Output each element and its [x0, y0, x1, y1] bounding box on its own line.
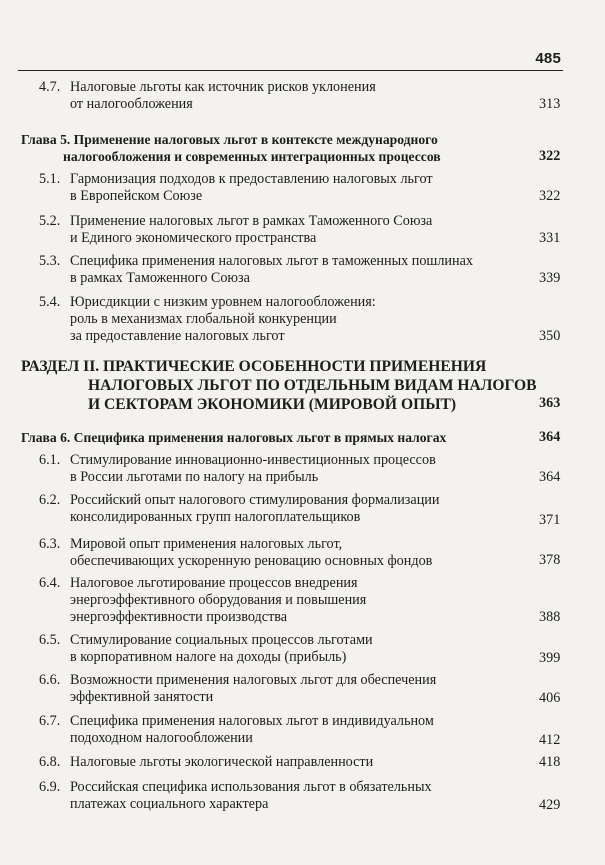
toc-entry-title — [70, 452, 436, 486]
toc-entry-title — [21, 429, 446, 446]
toc-entry-title — [70, 536, 432, 570]
toc-entry-number: 6.3. — [39, 536, 61, 552]
toc-entry-title-line: в рамках Таможенного Союза — [70, 270, 250, 286]
toc-entry-title-line: эффективной занятости — [70, 689, 214, 705]
toc-entry-title — [70, 253, 473, 287]
toc-entry-title-line: Гармонизация подходов к предоставлению налоговых льгот — [70, 171, 433, 187]
toc-entry-title-line: Стимулирование социальных процессов льготами — [70, 632, 373, 648]
toc-entry-number: 5.4. — [39, 294, 61, 310]
toc-entry-number: 5.1. — [39, 171, 61, 187]
toc-entry-title-line: РАЗДЕЛ II. ПРАКТИЧЕСКИЕ ОСОБЕННОСТИ ПРИМЕНЕНИЯ — [21, 358, 487, 375]
toc-entry-title — [21, 357, 537, 414]
toc-entry-title — [70, 492, 439, 526]
toc-entry-page: 388 — [539, 609, 561, 625]
toc-entry-title-line: в Европейском Союзе — [70, 188, 203, 204]
toc-entry-page: 406 — [539, 690, 561, 706]
toc-entry-title-line: энергоэффективного оборудования и повышения — [70, 592, 367, 608]
toc-entry-title-line: Применение налоговых льгот в рамках Таможенного Союза — [70, 213, 433, 229]
toc-entry-number: 5.3. — [39, 253, 61, 269]
toc-entry-title — [70, 713, 434, 747]
toc-entry-number: 6.4. — [39, 575, 61, 591]
toc-entry-title-line: обеспечивающих ускоренную реновацию основных фондов — [70, 553, 433, 569]
toc-entry-title — [21, 131, 441, 165]
toc-entry-number: 6.6. — [39, 672, 61, 688]
toc-entry-number: 6.9. — [39, 779, 61, 795]
toc-entry-title-line: Налоговое льготирование процессов внедрения — [70, 575, 358, 591]
toc-entry-page: 313 — [539, 96, 561, 112]
toc-entry-title-line: в России льготами по налогу на прибыль — [70, 469, 319, 485]
toc-entry-title-line: Российская специфика использования льгот в обязательных — [70, 779, 432, 795]
toc-entry-page: 363 — [539, 395, 561, 411]
toc-entry-title-line: и Единого экономического пространства — [70, 230, 317, 246]
toc-entry-title-line: за предоставление налоговых льгот — [70, 328, 285, 344]
toc-entry-page: 412 — [539, 732, 561, 748]
toc-entry-title-line: от налогообложения — [70, 96, 193, 112]
toc-entry-number: 6.2. — [39, 492, 61, 508]
toc-entry-title-line: подоходном налогообложении — [70, 730, 253, 746]
toc-entry-title-line: в корпоративном налоге на доходы (прибыль) — [70, 649, 347, 665]
toc-entry-title — [70, 294, 376, 345]
toc-entry-title-line: Мировой опыт применения налоговых льгот, — [70, 536, 343, 552]
toc-entry-title-line: роль в механизмах глобальной конкуренции — [70, 311, 337, 327]
toc-entry-title-line: Юрисдикции с низким уровнем налогообложения: — [70, 294, 376, 310]
toc-entry-title — [70, 779, 432, 813]
toc-entry-number: 6.1. — [39, 452, 61, 468]
toc-entry-title-line: Глава 6. Специфика применения налоговых льгот в прямых налогах — [21, 430, 447, 445]
toc-entry-number: 5.2. — [39, 213, 61, 229]
toc-entry-title-line: Налоговые льготы экологической направленности — [70, 754, 374, 770]
toc-entry-page: 429 — [539, 797, 561, 813]
page-number: 485 — [535, 50, 561, 67]
toc-entry-page: 364 — [539, 429, 561, 445]
toc-entry-page: 378 — [539, 552, 561, 568]
toc-entry-number: 6.5. — [39, 632, 61, 648]
toc-entry-page: 364 — [539, 469, 561, 485]
toc-entry-title — [70, 754, 373, 771]
toc-entry-title-line: налогообложения и современных интеграционных процессов — [63, 149, 441, 164]
toc-entry-title — [70, 575, 366, 626]
toc-entry-page: 331 — [539, 230, 561, 246]
toc-entry-title-line: консолидированных групп налогоплательщиков — [70, 509, 361, 525]
toc-entry-title-line: НАЛОГОВЫХ ЛЬГОТ ПО ОТДЕЛЬНЫМ ВИДАМ НАЛОГОВ — [88, 377, 537, 394]
toc-entry-number: 6.7. — [39, 713, 61, 729]
toc-entry-title-line: Возможности применения налоговых льгот для обеспечения — [70, 672, 437, 688]
toc-entry-title-line: Глава 5. Применение налоговых льгот в контексте международного — [21, 132, 438, 147]
header-rule — [18, 70, 563, 71]
toc-entry-page: 350 — [539, 328, 561, 344]
toc-entry-title-line: Специфика применения налоговых льгот в таможенных пошлинах — [70, 253, 474, 269]
toc-entry-page: 339 — [539, 270, 561, 286]
toc-entry-title-line: Стимулирование инновационно-инвестиционных процессов — [70, 452, 436, 468]
toc-entry-title-line: Российский опыт налогового стимулирования формализации — [70, 492, 440, 508]
toc-entry-title — [70, 171, 433, 205]
toc-entry-page: 371 — [539, 512, 561, 528]
toc-entry-title-line: Налоговые льготы как источник рисков уклонения — [70, 79, 376, 95]
toc-entry-page: 322 — [539, 188, 561, 204]
toc-entry-title — [70, 213, 432, 247]
toc-entry-title-line: платежах социального характера — [70, 796, 269, 812]
toc-entry-title — [70, 79, 376, 113]
toc-entry-page: 418 — [539, 754, 561, 770]
toc-entry-title — [70, 672, 436, 706]
toc-entry-title-line: Специфика применения налоговых льгот в индивидуальном — [70, 713, 434, 729]
toc-entry-page: 399 — [539, 650, 561, 666]
toc-entry-title-line: энергоэффективности производства — [70, 609, 288, 625]
toc-entry-title — [70, 632, 373, 666]
toc-entry-number: 4.7. — [39, 79, 61, 95]
toc-entry-number: 6.8. — [39, 754, 61, 770]
toc-entry-page: 322 — [539, 148, 561, 164]
toc-entry-title-line: И СЕКТОРАМ ЭКОНОМИКИ (МИРОВОЙ ОПЫТ) — [88, 396, 457, 413]
